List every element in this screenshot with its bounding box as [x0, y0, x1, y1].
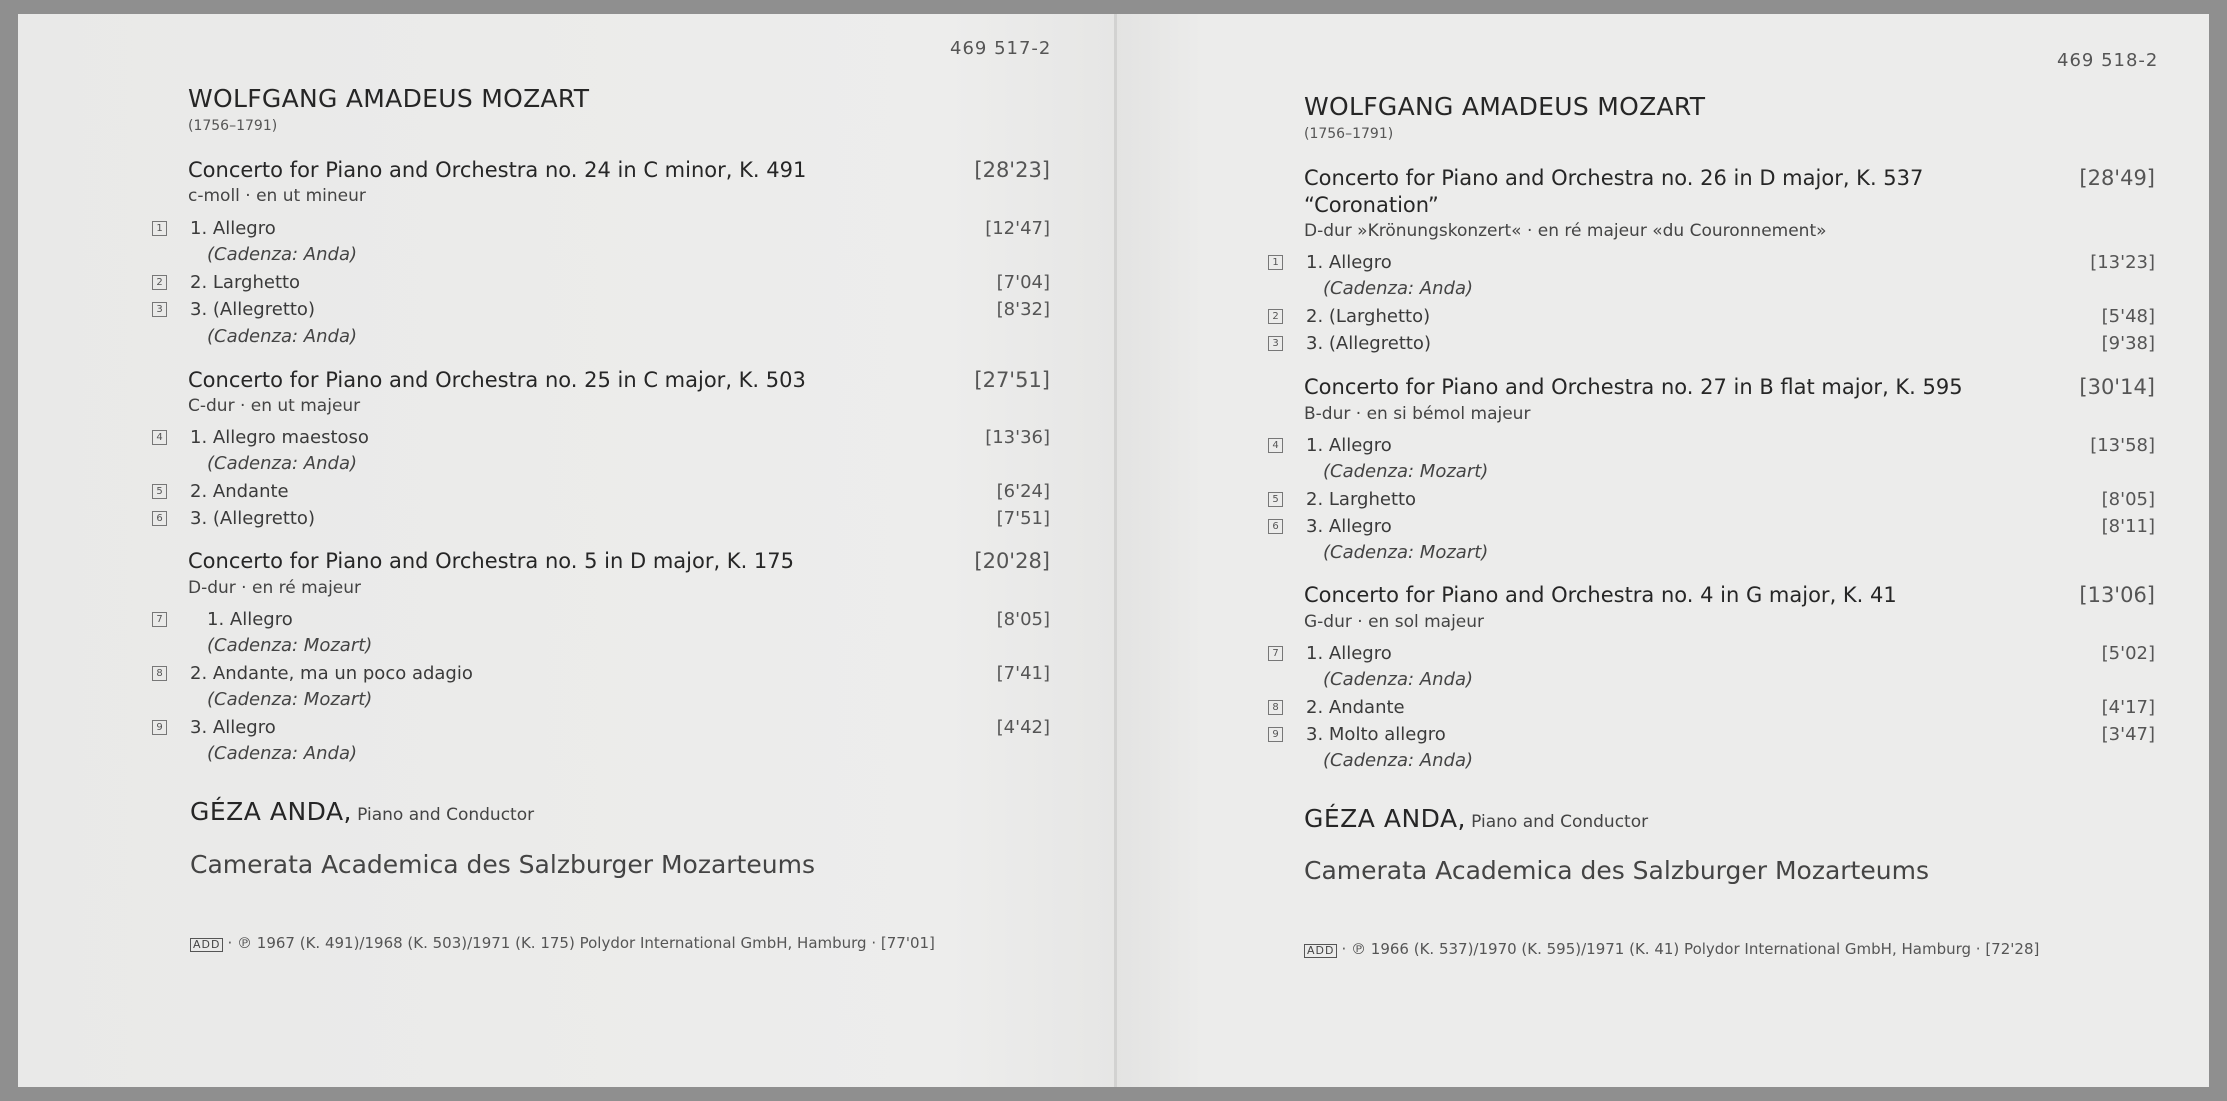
catalog-number: 469 518-2 [2057, 50, 2159, 71]
track-number-box: 1 [1268, 255, 1283, 270]
performer-role: Piano and Conductor [1471, 812, 1649, 832]
movement-title: 2. (Larghetto) [1306, 306, 1431, 327]
movement-title: 3. (Allegretto) [190, 299, 315, 320]
track-number-box: 7 [1268, 646, 1283, 661]
movement-title: 3. (Allegretto) [190, 508, 315, 529]
concerto-subtitle: c-moll · en ut mineur [188, 186, 366, 206]
composer-name: WOLFGANG AMADEUS MOZART [1304, 92, 1706, 121]
track-number-box: 8 [1268, 700, 1283, 715]
track-number-box: 5 [152, 484, 167, 499]
movement-title: 3. Allegro [1306, 516, 1392, 537]
orchestra-name: Camerata Academica des Salzburger Mozarteums [190, 850, 815, 879]
cadenza-note: (Cadenza: Mozart) [207, 689, 373, 710]
add-badge: ADD [1304, 944, 1337, 958]
concerto-duration: [20'28] [974, 549, 1050, 573]
cadenza-note: (Cadenza: Mozart) [207, 635, 373, 656]
performer-role: Piano and Conductor [357, 805, 535, 825]
concerto-title: Concerto for Piano and Orchestra no. 27 in B flat major, K. 595 [1304, 375, 1963, 399]
movement-duration: [8'32] [996, 299, 1050, 320]
concerto-duration: [28'23] [974, 158, 1050, 182]
track-number-box: 9 [152, 720, 167, 735]
concerto-subtitle: B-dur · en si bémol majeur [1304, 404, 1531, 424]
copyright-text: · ℗ 1967 (K. 491)/1968 (K. 503)/1971 (K. 175) Polydor International GmbH, Hamburg · [77'01] [227, 934, 935, 952]
movement-title: 3. (Allegretto) [1306, 333, 1431, 354]
track-number-box: 4 [152, 430, 167, 445]
track-number-box: 1 [152, 221, 167, 236]
track-number-box: 8 [152, 666, 167, 681]
concerto-title: Concerto for Piano and Orchestra no. 25 in C major, K. 503 [188, 368, 806, 392]
movement-title: 1. Allegro [1306, 435, 1392, 456]
concerto-duration: [30'14] [2079, 375, 2155, 399]
movement-duration: [13'58] [2090, 435, 2155, 456]
performer-line [190, 797, 534, 826]
track-number-box: 7 [152, 612, 167, 627]
copyright-footer [1304, 940, 2039, 958]
composer-dates: (1756–1791) [1304, 126, 1394, 142]
track-number-box: 2 [1268, 309, 1283, 324]
add-badge: ADD [190, 938, 223, 952]
movement-duration: [9'38] [2101, 333, 2155, 354]
movement-duration: [8'11] [2101, 516, 2155, 537]
performer-name: GÉZA ANDA, [190, 797, 353, 826]
track-number-box: 4 [1268, 438, 1283, 453]
movement-duration: [3'47] [2101, 724, 2155, 745]
movement-duration: [5'02] [2101, 643, 2155, 664]
movement-duration: [5'48] [2101, 306, 2155, 327]
movement-duration: [6'24] [996, 481, 1050, 502]
copyright-footer [190, 934, 935, 952]
cadenza-note: (Cadenza: Anda) [1323, 750, 1473, 771]
movement-duration: [13'23] [2090, 252, 2155, 273]
movement-duration: [7'41] [996, 663, 1050, 684]
track-number-box: 3 [152, 302, 167, 317]
cadenza-note: (Cadenza: Anda) [207, 453, 357, 474]
movement-title: 1. Allegro maestoso [190, 427, 369, 448]
movement-duration: [7'51] [996, 508, 1050, 529]
concerto-title: Concerto for Piano and Orchestra no. 5 in D major, K. 175 [188, 549, 795, 573]
movement-duration: [8'05] [996, 609, 1050, 630]
performer-line [1304, 804, 1648, 833]
movement-title: 1. Allegro [190, 218, 276, 239]
cadenza-note: (Cadenza: Mozart) [1323, 542, 1489, 563]
track-number-box: 9 [1268, 727, 1283, 742]
copyright-text: · ℗ 1966 (K. 537)/1970 (K. 595)/1971 (K. 41) Polydor International GmbH, Hamburg · [72'28] [1341, 940, 2040, 958]
movement-title: 2. Larghetto [1306, 489, 1417, 510]
concerto-title: Concerto for Piano and Orchestra no. 24 in C minor, K. 491 [188, 158, 807, 182]
concerto-duration: [27'51] [974, 368, 1050, 392]
movement-title: 2. Andante [1306, 697, 1405, 718]
cadenza-note: (Cadenza: Anda) [1323, 278, 1473, 299]
cadenza-note: (Cadenza: Anda) [207, 326, 357, 347]
composer-name: WOLFGANG AMADEUS MOZART [188, 84, 590, 113]
movement-duration: [13'36] [985, 427, 1050, 448]
track-number-box: 6 [1268, 519, 1283, 534]
track-number-box: 6 [152, 511, 167, 526]
concerto-title: Concerto for Piano and Orchestra no. 26 in D major, K. 537 [1304, 166, 1924, 190]
movement-title: 3. Allegro [190, 717, 276, 738]
catalog-number: 469 517-2 [950, 38, 1052, 59]
concerto-subtitle: G-dur · en sol majeur [1304, 612, 1485, 632]
concerto-subtitle: D-dur · en ré majeur [188, 578, 362, 598]
movement-title: 1. Allegro [1306, 643, 1392, 664]
movement-duration: [12'47] [985, 218, 1050, 239]
concerto-duration: [13'06] [2079, 583, 2155, 607]
movement-duration: [7'04] [996, 272, 1050, 293]
movement-title: 2. Andante [190, 481, 289, 502]
performer-name: GÉZA ANDA, [1304, 804, 1467, 833]
orchestra-name: Camerata Academica des Salzburger Mozarteums [1304, 856, 1929, 885]
concerto-subtitle: C-dur · en ut majeur [188, 396, 361, 416]
composer-dates: (1756–1791) [188, 118, 278, 134]
concerto-duration: [28'49] [2079, 166, 2155, 190]
concerto-subtitle: D-dur »Krönungskonzert« · en ré majeur «du Couronnement» [1304, 221, 1827, 241]
cadenza-note: (Cadenza: Anda) [1323, 669, 1473, 690]
movement-title: 2. Larghetto [190, 272, 301, 293]
concerto-nickname: “Coronation” [1304, 193, 1439, 217]
movement-title: 1. Allegro [1306, 252, 1392, 273]
track-number-box: 2 [152, 275, 167, 290]
movement-title: 1. Allegro [207, 609, 293, 630]
movement-duration: [4'17] [2101, 697, 2155, 718]
cadenza-note: (Cadenza: Anda) [207, 743, 357, 764]
page-fold [1114, 14, 1117, 1087]
track-number-box: 5 [1268, 492, 1283, 507]
cadenza-note: (Cadenza: Mozart) [1323, 461, 1489, 482]
cadenza-note: (Cadenza: Anda) [207, 244, 357, 265]
track-number-box: 3 [1268, 336, 1283, 351]
movement-title: 2. Andante, ma un poco adagio [190, 663, 473, 684]
concerto-title: Concerto for Piano and Orchestra no. 4 in G major, K. 41 [1304, 583, 1897, 607]
movement-duration: [8'05] [2101, 489, 2155, 510]
movement-title: 3. Molto allegro [1306, 724, 1446, 745]
movement-duration: [4'42] [996, 717, 1050, 738]
